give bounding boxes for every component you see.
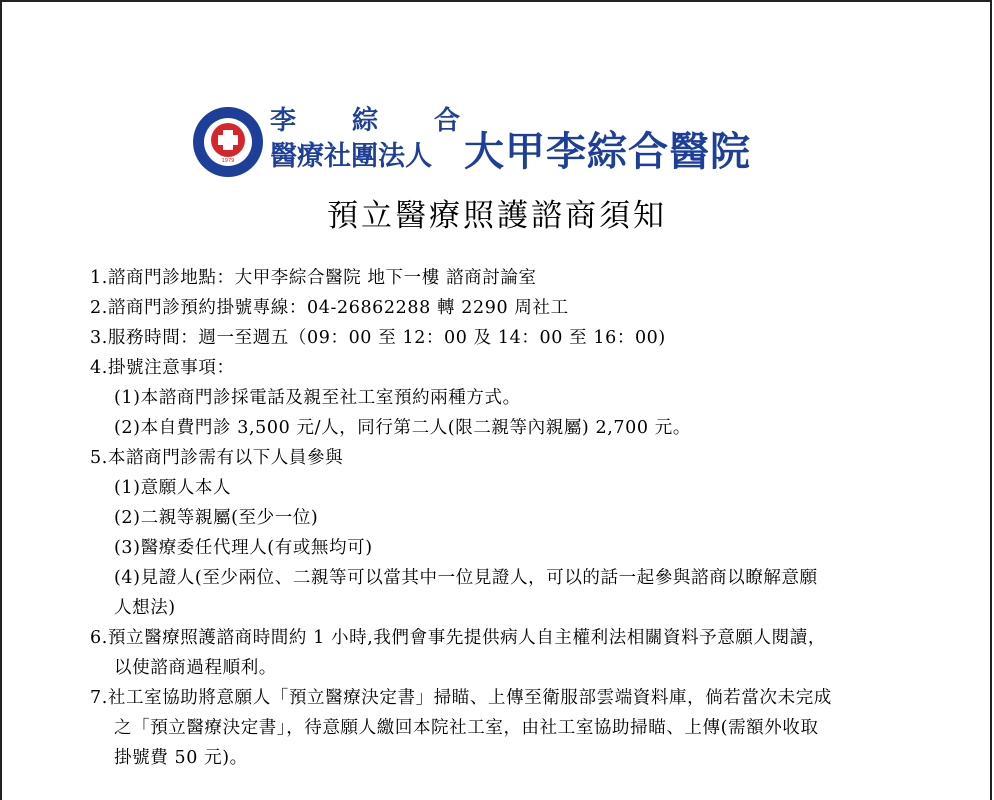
notice-continuation: 掛號費 50 元)。 [114,748,248,768]
notice-sub-item: (2)本自費門診 3,500 元/人，同行第二人(限二親等內親屬) 2,700 元。 [114,418,691,438]
notice-item-7: 7.社工室協助將意願人「預立醫療決定書」掃瞄、上傳至衛服部雲端資料庫，倘若當次未完成 [90,688,832,708]
notice-content [90,263,920,773]
notice-item-1: 1.諮商門診地點：大甲李綜合醫院 地下一樓 諮商討論室 [90,268,537,288]
hospital-header [192,100,792,175]
hospital-name: 大甲李綜合醫院 [464,129,751,175]
hospital-seal-logo [192,106,264,178]
notice-item-3: 3.服務時間：週一至週五（09：00 至 12：00 及 14：00 至 16：00) [90,328,666,348]
notice-item-6: 6.預立醫療照護諮商時間約 1 小時,我們會事先提供病人自主權利法相關資料予意願人閱讀， [90,628,826,648]
notice-sub-item: (1)意願人本人 [114,478,232,498]
notice-sub-item: (2)二親等親屬(至少一位) [114,508,319,528]
notice-item-2: 2.諮商門診預約掛號專線：04-26862288 轉 2290 周社工 [90,298,569,318]
org-char-3: 合 [433,106,460,136]
notice-item-5: 5.本諮商門診需有以下人員參與 [90,448,344,468]
notice-sub-item: (1)本諮商門診採電話及親至社工室預約兩種方式。 [114,388,521,408]
notice-continuation: 人想法) [114,598,176,618]
org-name-line1 [270,100,460,137]
seal-year: 1979 [221,158,235,164]
notice-continuation: 以使諮商過程順利。 [114,658,277,678]
org-char-1: 李 [270,106,297,136]
notice-sub-item: (3)醫療委任代理人(有或無均可) [114,538,373,558]
notice-sub-item: (4)見證人(至少兩位、二親等可以當其中一位見證人，可以的話一起參與諮商以瞭解意願 [114,568,818,588]
org-char-2: 綜 [351,106,378,136]
notice-item-4: 4.掛號注意事項： [90,358,235,378]
notice-continuation: 之「預立醫療決定書」，待意願人繳回本院社工室，由社工室協助掃瞄、上傳(需額外收取 [114,718,819,738]
document-title: 預立醫療照護諮商須知 [327,198,667,234]
org-name-line2: 醫療社團法人 [270,141,432,172]
